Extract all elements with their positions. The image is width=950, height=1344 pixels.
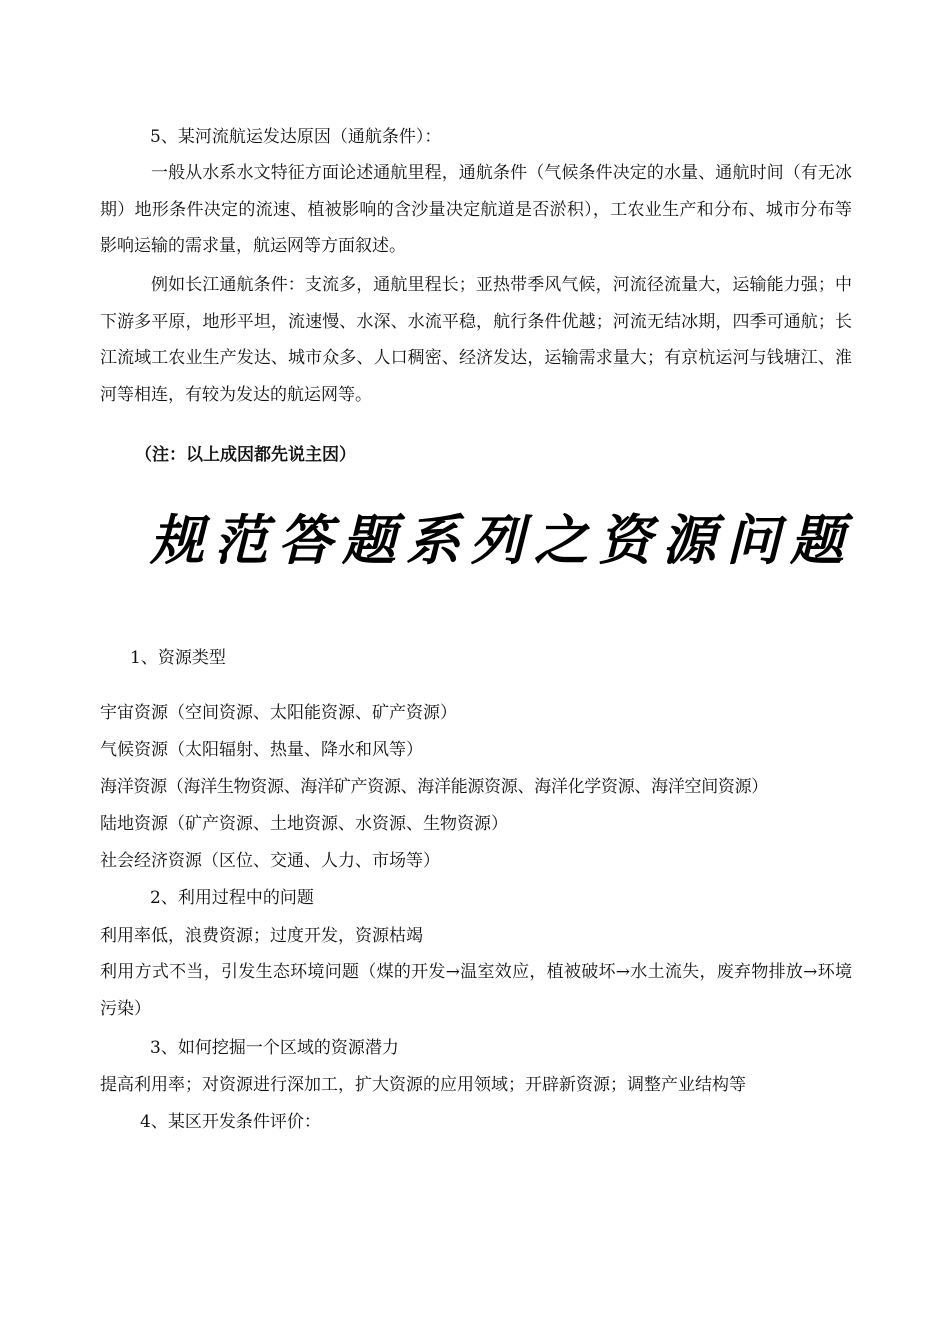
potential-text: 提高利用率；对资源进行深加工，扩大资源的应用领域；开辟新资源；调整产业结构等: [100, 1075, 746, 1095]
problems-text-2: 利用方式不当，引发生态环境问题（煤的开发→温室效应，植被破坏→水土流失，废弃物排放→环境污染）: [100, 962, 852, 1019]
paragraph-navigation-general: 一般从水系水文特征方面论述通航里程，通航条件（气候条件决定的水量、通航时间（有无冰期）地形条件决定的流速、植被影响的含沙量决定航道是否淤积），工农业生产和分布、城市分布等影响运输的需求量，航运网等方面叙述。: [100, 163, 852, 256]
section-heading-navigation: 5、某河流航运发达原因（通航条件）：: [150, 127, 442, 147]
paragraph-yangtze-example: 例如长江通航条件：支流多，通航里程长；亚热带季风气候，河流径流量大，运输能力强；中下游多平原，地形平坦，流速慢、水深、水流平稳，航行条件优越；河流无结冰期，四季可通航；长江流域工农业生产发达、城市众多、人口稠密、经济发达，运输需求量大；有京杭运河与钱塘江、淮河等相连，有较为发达的航运网等。: [100, 275, 852, 405]
list-item-resource-type: 宇宙资源（空间资源、太阳能资源、矿产资源）: [100, 703, 457, 723]
section-heading-evaluation: 4、某区开发条件评价：: [140, 1112, 321, 1132]
list-item-resource-type: 社会经济资源（区位、交通、人力、市场等）: [100, 851, 440, 871]
list-item-resource-type: 陆地资源（矿产资源、土地资源、水资源、生物资源）: [100, 814, 508, 834]
problems-text-1: 利用率低，浪费资源；过度开发，资源枯竭: [100, 926, 423, 946]
list-item-resource-type: 海洋资源（海洋生物资源、海洋矿产资源、海洋能源资源、海洋化学资源、海洋空间资源）: [100, 777, 768, 797]
section-heading-potential: 3、如何挖掘一个区域的资源潜力: [150, 1038, 399, 1058]
page-title: 规范答题系列之资源问题: [150, 508, 854, 572]
section-heading-resource-types: 1、资源类型: [130, 648, 226, 668]
section-heading-problems: 2、利用过程中的问题: [150, 888, 314, 908]
note-text: （注：以上成因都先说主因）: [135, 445, 356, 465]
list-item-resource-type: 气候资源（太阳辐射、热量、降水和风等）: [100, 740, 423, 760]
